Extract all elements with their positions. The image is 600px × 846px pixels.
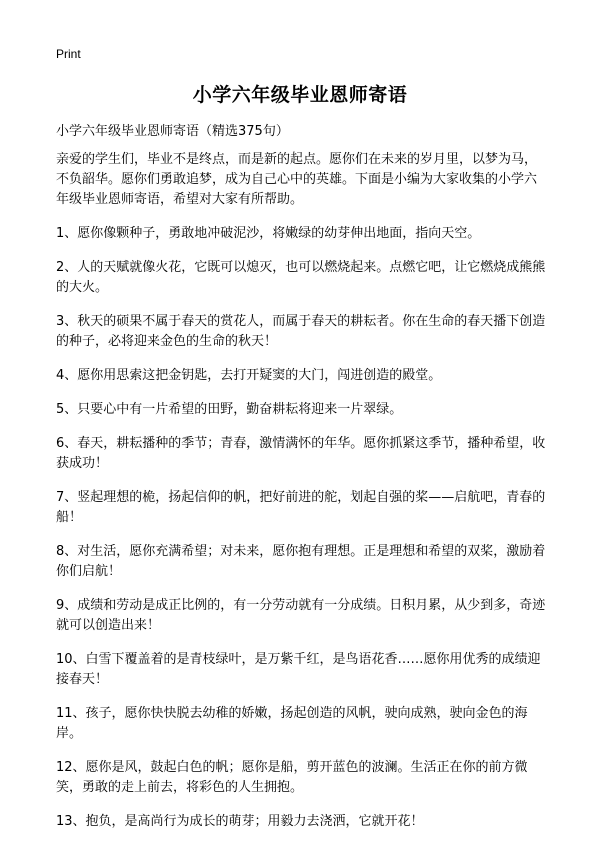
page-title: 小学六年级毕业恩师寄语	[192, 84, 408, 106]
list-item: 10、白雪下覆盖着的是青枝绿叶，是万紫千红，是鸟语花香……愿你用优秀的成绩迎接春天！	[56, 652, 541, 687]
list-item: 12、愿你是风，鼓起白色的帆；愿你是船，剪开蓝色的波澜。生活正在你的前方微笑，勇敢的走上前去，将彩色的人生拥抱。	[56, 760, 528, 795]
list-item: 7、竖起理想的桅，扬起信仰的帆，把好前进的舵，划起自强的桨——启航吧，青春的船！	[56, 490, 546, 525]
list-item: 9、成绩和劳动是成正比例的，有一分劳动就有一分成绩。日积月累，从少到多，奇迹就可以创造出来！	[56, 598, 546, 633]
list-item: 11、孩子，愿你快快脱去幼稚的娇嫩，扬起创造的风帆，驶向成熟，驶向金色的海岸。	[56, 706, 528, 741]
intro-paragraph: 亲爱的学生们，毕业不是终点，而是新的起点。愿你们在未来的岁月里，以梦为马，不负韶华。愿你们勇敢追梦，成为自己心中的英雄。下面是小编为大家收集的小学六年级毕业恩师寄语，希望对大家有所帮助。	[56, 152, 538, 207]
list-item: 4、愿你用思索这把金钥匙，去打开疑窦的大门，闯进创造的殿堂。	[56, 368, 442, 383]
list-item: 8、对生活，愿你充满希望；对未来，愿你抱有理想。正是理想和希望的双桨，激励着你们启航！	[56, 544, 546, 579]
list-item: 13、抱负，是高尚行为成长的萌芽；用毅力去浇洒，它就开花！	[56, 814, 424, 829]
list-item: 5、只要心中有一片希望的田野，勤奋耕耘将迎来一片翠绿。	[56, 402, 403, 417]
list-item: 6、春天，耕耘播种的季节；青春，激情满怀的年华。愿你抓紧这季节，播种希望，收获成功！	[56, 436, 546, 471]
document-subtitle: 小学六年级毕业恩师寄语（精选375句）	[56, 124, 289, 139]
document-body	[56, 150, 546, 846]
list-item: 3、秋天的硕果不属于春天的赏花人，而属于春天的耕耘者。你在生命的春天播下创造的种子，必将迎来金色的生命的秋天！	[56, 314, 546, 349]
list-item: 1、愿你像颗种子，勇敢地冲破泥沙，将嫩绿的幼芽伸出地面，指向天空。	[56, 226, 481, 241]
list-item: 2、人的天赋就像火花，它既可以熄灭，也可以燃烧起来。点燃它吧，让它燃烧成熊熊的大火。	[56, 260, 546, 295]
print-link[interactable]: Print	[56, 47, 81, 61]
